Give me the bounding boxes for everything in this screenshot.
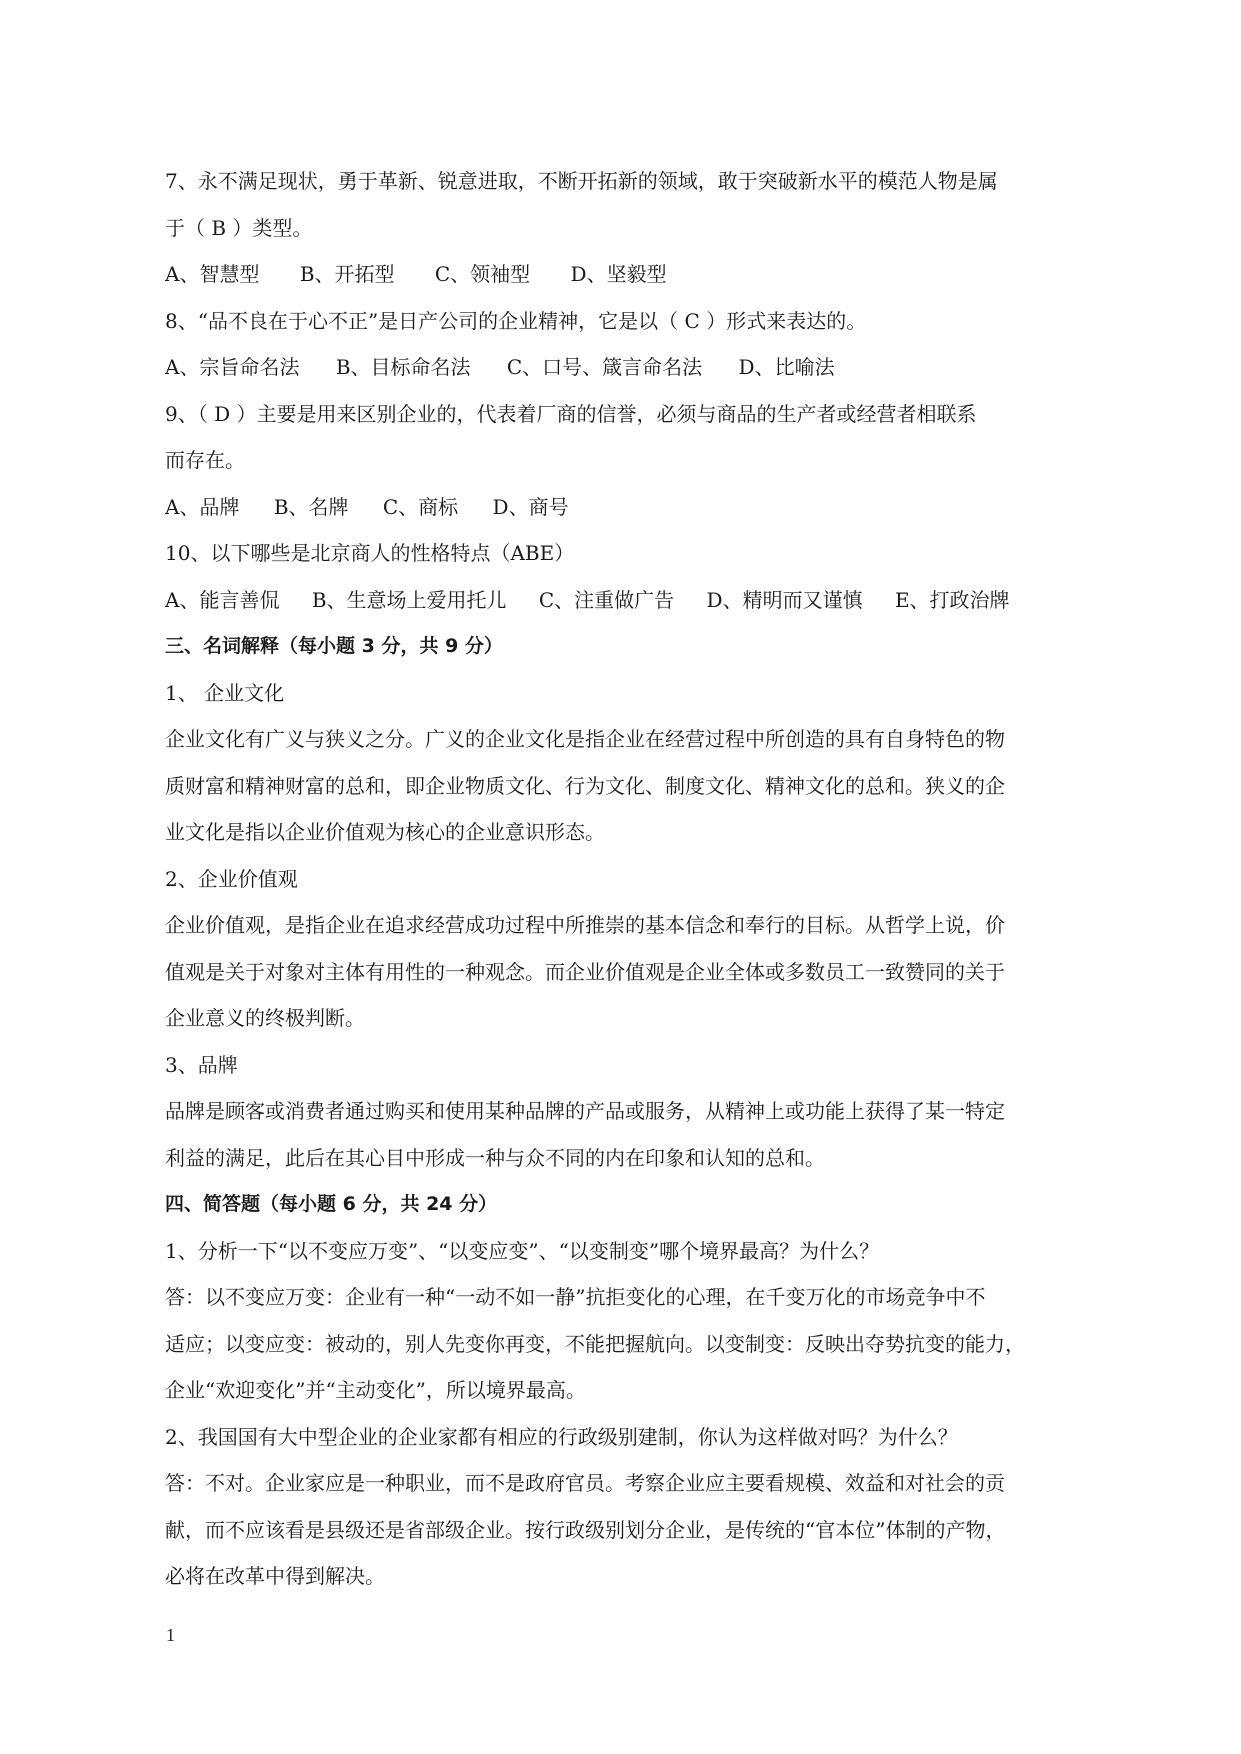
short-answer-2-question: 2、我国国有大中型企业的企业家都有相应的行政级别建制，你认为这样做对吗？为什么？ xyxy=(165,1424,958,1449)
q7-options xyxy=(165,251,1085,298)
q10-option-a: A、能言善侃 xyxy=(165,587,280,612)
q9-option-d: D、商号 xyxy=(492,494,569,519)
q10-option-c: C、注重做广告 xyxy=(538,587,675,612)
term-2-line-1: 企业价值观，是指企业在追求经营成功过程中所推崇的基本信念和奉行的目标。从哲学上说，价 xyxy=(165,913,1005,937)
q10-stem: 10、以下哪些是北京商人的性格特点（ABE） xyxy=(165,541,575,565)
short-answer-1-line-2: 适应；以变应变：被动的，别人先变你再变，不能把握航向。以变制变：反映出夺势抗变的能力， xyxy=(165,1331,1025,1356)
page-number: 1 xyxy=(166,1625,175,1645)
q8-option-c: C、口号、箴言命名法 xyxy=(506,355,703,379)
page-content xyxy=(165,158,1085,1600)
q9-stem-line-1: 9、（ D ）主要是用来区别企业的，代表着厂商的信誉，必须与商品的生产者或经营者相联系 xyxy=(165,401,977,426)
term-1-line-1: 企业文化有广义与狭义之分。广义的企业文化是指企业在经营过程中所创造的具有自身特色的物 xyxy=(165,727,1005,751)
short-answer-2-line-2: 献，而不应该看是县级还是省部级企业。按行政级别划分企业，是传统的“官本位”体制的产物， xyxy=(165,1517,1006,1542)
q7-option-d: D、坚毅型 xyxy=(570,262,667,286)
term-3-line-2: 利益的满足，此后在其心目中形成一种与众不同的内在印象和认知的总和。 xyxy=(165,1145,825,1170)
term-3-title: 3、品牌 xyxy=(165,1052,238,1077)
q8-stem: 8、“品不良在于心不正”是日产公司的企业精神，它是以（ C ）形式来表达的。 xyxy=(165,308,867,333)
short-answer-1-question: 1、分析一下“以不变应万变”、“以变应变”、“以变制变”哪个境界最高？为什么？ xyxy=(165,1238,880,1263)
short-answer-2-line-3: 必将在改革中得到解决。 xyxy=(165,1564,385,1588)
q10-option-d: D、精明而又谨慎 xyxy=(706,587,863,612)
term-1-line-3: 业文化是指以企业价值观为核心的企业意识形态。 xyxy=(165,820,605,844)
term-2-title: 2、企业价值观 xyxy=(165,866,298,891)
term-2-line-3: 企业意义的终极判断。 xyxy=(165,1006,365,1030)
q7-option-c: C、领袖型 xyxy=(434,262,531,286)
q7-option-b: B、开拓型 xyxy=(299,262,395,286)
q8-option-a: A、宗旨命名法 xyxy=(165,355,300,379)
term-3-line-1: 品牌是顾客或消费者通过购买和使用某种品牌的产品或服务，从精神上或功能上获得了某一特定 xyxy=(165,1099,1005,1123)
q7-option-a: A、智慧型 xyxy=(165,262,260,286)
q9-options xyxy=(165,484,1085,531)
q8-option-b: B、目标命名法 xyxy=(335,355,471,379)
q8-option-d: D、比喻法 xyxy=(738,355,835,379)
q7-stem-line-2: 于（ B ）类型。 xyxy=(165,215,313,240)
q10-option-b: B、生意场上爱用托儿 xyxy=(311,587,507,612)
q9-stem-line-2: 而存在。 xyxy=(165,448,245,472)
term-2-line-2: 值观是关于对象对主体有用性的一种观念。而企业价值观是企业全体或多数员工一致赞同的关于 xyxy=(165,959,1005,984)
q9-option-b: B、名牌 xyxy=(273,494,349,519)
q7-stem-line-1: 7、永不满足现状，勇于革新、锐意进取，不断开拓新的领域，敢于突破新水平的模范人物是属 xyxy=(165,169,998,193)
q9-option-a: A、品牌 xyxy=(165,494,240,519)
section-3-heading: 三、名词解释（每小题 3 分，共 9 分） xyxy=(165,635,503,657)
q8-options xyxy=(165,344,1085,391)
short-answer-1-line-3: 企业“欢迎变化”并“主动变化”，所以境界最高。 xyxy=(165,1378,586,1402)
q10-option-e: E、打政治牌 xyxy=(894,587,1010,612)
short-answer-2-line-1: 答：不对。企业家应是一种职业，而不是政府官员。考察企业应主要看规模、效益和对社会的贡 xyxy=(165,1471,1005,1495)
section-4-heading: 四、简答题（每小题 6 分，共 24 分） xyxy=(165,1193,498,1215)
term-1-title: 1、 企业文化 xyxy=(165,680,285,705)
q9-option-c: C、商标 xyxy=(382,494,459,519)
q10-options xyxy=(165,577,1085,624)
term-1-line-2: 质财富和精神财富的总和，即企业物质文化、行为文化、制度文化、精神文化的总和。狭义的企 xyxy=(165,773,1005,798)
short-answer-1-line-1: 答：以不变应万变：企业有一种“一动不如一静”抗拒变化的心理，在千变万化的市场竞争中不 xyxy=(165,1285,986,1309)
